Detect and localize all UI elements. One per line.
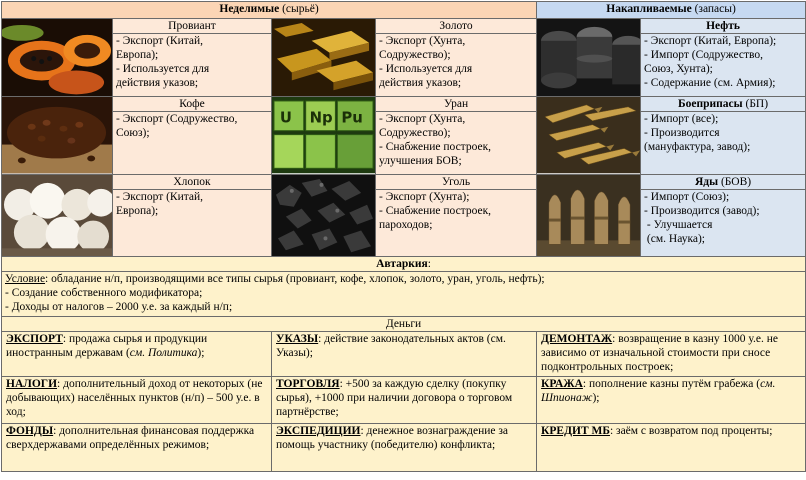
gold-title: Золото [376,19,537,34]
provisions-line-1: - Экспорт (Китай, [116,35,204,48]
cotton-desc [113,189,272,256]
oil-line-1: - Экспорт (Китай, Европа); [644,35,777,48]
chemical-shells-image-icon [537,175,640,256]
provisions-line-2: Европа); [116,49,159,62]
papaya-image-icon [2,19,112,96]
autarky-condition-text: : обладание н/п, производящими все типы сырья (провиант, кофе, хлопок, золото, уран, уголь, нефть); [45,272,545,285]
indivisible-header-bold: Неделимые [219,3,280,15]
coffee-line-2: Союз); [116,127,150,140]
gold-image [272,19,376,97]
money-export-end: ); [197,346,205,359]
money-decrees-text: : действие законодательных актов (см. Указы); [276,332,506,359]
autarky-condition [5,272,802,286]
money-taxes [2,376,272,423]
autarky-condition-label: Условие [5,272,46,285]
provisions-title: Провиант [113,19,272,34]
gold-desc [376,34,537,97]
indivisible-header-rest: (сырьё) [279,3,319,15]
uranium-desc [376,112,537,174]
coal-image-icon [272,175,375,256]
coal-line-2: - Снабжение построек, [379,204,492,217]
provisions-desc [113,34,272,97]
poison-title-bold: Яды [694,175,719,188]
money-credit-text: : заём с возвратом под проценты; [609,424,773,437]
coal-line-1: - Экспорт (Хунта); [379,190,470,203]
accumulated-header [537,2,806,19]
money-expeditions [272,423,537,471]
autarky-line-3: - Доходы от налогов – 2000 у.е. за каждый н/п; [5,300,233,313]
accumulated-header-bold: Накапливаемые [606,3,692,15]
poison-line-4: (см. Наука); [644,232,706,245]
cotton-line-1: - Экспорт (Китай, [116,190,204,203]
coal-line-3: пароходов; [379,218,433,231]
money-theft-end: ); [592,391,600,404]
money-theft-text: : пополнение казны путём грабежа ( [582,377,761,390]
svg-text:Pu: Pu [341,109,363,128]
money-expeditions-text: : денежное вознаграждение за помощь участнику (победителю) конфликта; [276,424,509,451]
autarky-title [2,256,806,271]
money-credit [537,423,806,471]
cotton-line-2: Европа); [116,204,159,217]
gold-line-4: действия указов; [379,77,462,90]
coffee-image [2,97,113,174]
money-trade-label: ТОРГОВЛЯ [276,377,340,390]
money-dismantle-label: ДЕМОНТАЖ [541,332,613,345]
money-expeditions-label: ЭКСПЕДИЦИИ [276,424,361,437]
coffee-line-1: - Экспорт (Содружество, [116,113,238,126]
ammo-line-1: - Импорт (все); [644,113,719,126]
coffee-title: Кофе [113,97,272,112]
oil-line-4: - Содержание (см. Армия); [644,77,776,90]
ammo-line-2: - Производится [644,127,720,140]
poison-title-rest: (БОВ) [718,175,752,188]
money-decrees-label: УКАЗЫ [276,332,319,345]
ammo-desc [641,112,806,174]
autarky-body [2,271,806,316]
provisions-image [2,19,113,97]
cotton-image [2,174,113,256]
economy-table [1,1,806,472]
poison-desc [641,189,806,256]
money-taxes-label: НАЛОГИ [6,377,58,390]
provisions-line-3: - Используется для [116,63,210,76]
poison-title [641,174,806,189]
indivisible-header [2,2,537,19]
cotton-title: Хлопок [113,174,272,189]
uranium-line-2: Содружество); [379,127,451,140]
money-export-label: ЭКСПОРТ [6,332,63,345]
oil-image [537,19,641,97]
poison-line-3: - Улучшается [644,218,713,231]
money-funds [2,423,272,471]
money-dismantle [537,331,806,376]
uranium-line-4: улучшения БОВ; [379,155,462,168]
money-taxes-text: : дополнительный доход от некоторых (не добывающих) населённых пунктов (н/п) – 500 у.е. в ход; [6,377,263,418]
bullets-image-icon [537,97,640,173]
autarky-line-2: - Создание собственного модификатора; [5,286,203,299]
svg-text:Np: Np [309,109,333,128]
money-funds-label: ФОНДЫ [6,424,54,437]
coal-title: Уголь [376,174,537,189]
money-trade-text: : +500 за каждую сделку (покупку сырья), +1000 при наличии договора о торговом партнёрстве; [276,377,513,418]
money-theft-label: КРАЖА [541,377,583,390]
poison-line-1: - Импорт (Союз); [644,190,730,203]
svg-text:U: U [279,109,292,128]
coffee-desc [113,112,272,174]
poison-line-2: - Производится (завод); [644,204,760,217]
uranium-line-3: - Снабжение построек, [379,141,492,154]
money-funds-text: : дополнительная финансовая поддержка сверхдержавами определённых режимов; [6,424,255,451]
accumulated-header-rest: (запасы) [691,3,736,15]
gold-line-2: Содружество); [379,49,451,62]
money-trade [272,376,537,423]
coffee-beans-image-icon [2,97,112,173]
cotton-image-icon [2,175,112,256]
gold-line-1: - Экспорт (Хунта, [379,35,466,48]
oil-barrels-image-icon [537,19,640,96]
money-dismantle-text: : возвращение в казну 1000 у.е. не зависимо от изначальной стоимости при сносе подконтрольных построек; [541,332,779,373]
ammo-title-bold: Боеприпасы [678,98,743,111]
ammo-image [537,97,641,174]
periodic-table-image-icon [272,97,375,173]
money-decrees [272,331,537,376]
ammo-title [641,97,806,112]
oil-desc [641,34,806,97]
money-title: Деньги [2,316,806,331]
provisions-line-4: действия указов; [116,77,199,90]
oil-line-2: - Импорт (Содружество, [644,49,763,62]
autarky-title-text: Автаркия [376,257,428,270]
autarky-title-colon: : [427,257,431,270]
money-theft-italic: см. Шпионаж [541,377,776,404]
oil-title: Нефть [641,19,806,34]
money-export [2,331,272,376]
coal-image [272,174,376,256]
ammo-title-rest: (БП) [742,98,769,111]
oil-line-3: Союз, Хунта); [644,63,713,76]
money-export-italic: см. Политика [129,346,198,359]
money-theft [537,376,806,423]
uranium-image [272,97,376,174]
poison-image [537,174,641,256]
money-export-text: : продажа сырья и продукции иностранным державам ( [6,332,208,359]
gold-line-3: - Используется для [379,63,473,76]
money-credit-label: КРЕДИТ МБ [541,424,610,437]
uranium-title: Уран [376,97,537,112]
uranium-line-1: - Экспорт (Хунта, [379,113,466,126]
coal-desc [376,189,537,256]
gold-bars-image-icon [272,19,375,96]
ammo-line-3: (мануфактура, завод); [644,141,751,154]
